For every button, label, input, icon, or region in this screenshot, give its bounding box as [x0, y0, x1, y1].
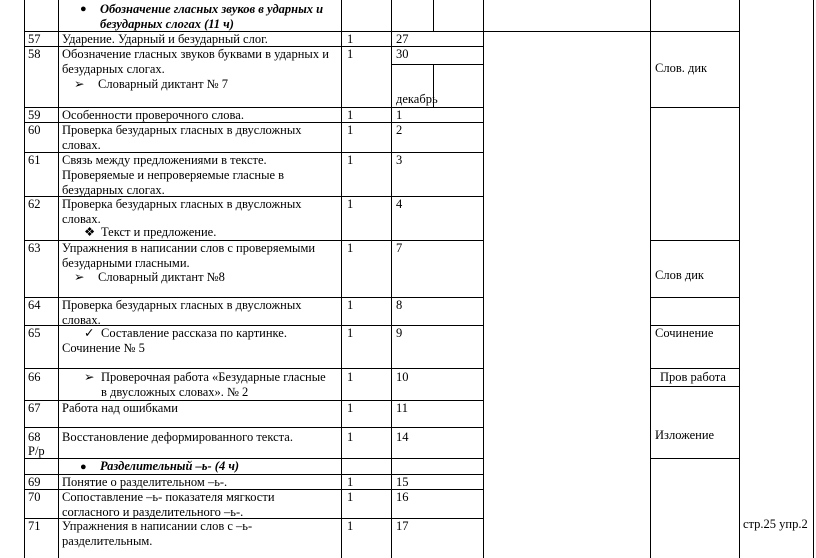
row-topic: Обозначение гласных звуков буквами в ударных и безударных слогах. [62, 47, 329, 76]
row-topic: Особенности проверочного слова. [62, 108, 244, 122]
row-lesson: 14 [396, 430, 409, 444]
row-topic: Упражнения в написании слов с –ь- разделительным. [62, 519, 253, 548]
row-hours: 1 [347, 197, 354, 211]
row-number: 63 [28, 241, 41, 255]
row-topic: Сопоставление –ь- показателя мягкости согласного и разделительного –ь-. [62, 490, 275, 519]
month-label: декабрь [396, 92, 438, 106]
row-hours: 1 [347, 108, 354, 122]
row-topic: Проверочная работа «Безударные гласные [101, 370, 326, 384]
row-note: Слов дик [655, 268, 704, 282]
row-topic-line2: в двусложных словах». № 2 [101, 385, 249, 399]
arrow-bullet-icon: ➢ [74, 270, 85, 284]
row-note: Слов. дик [655, 61, 708, 75]
row-hours: 1 [347, 32, 354, 46]
row-hours: 1 [347, 430, 354, 444]
diamond-bullet-icon: ❖ [84, 225, 96, 239]
row-topic: Проверка безударных гласных в двусложных словах. [62, 298, 302, 327]
row-note: Пров работа [660, 370, 726, 384]
row-lesson: 30 [396, 47, 409, 61]
row-subitem: Текст и предложение. [101, 225, 217, 239]
row-topic: Понятие о разделительном –ь-. [62, 475, 228, 489]
row-hours: 1 [347, 153, 354, 167]
row-number: 68 [28, 430, 41, 444]
row-topic: Связь между предложениями в тексте. Проверяемые и непроверяемые гласные в безударных слогах. [62, 153, 285, 197]
row-hours: 1 [347, 326, 354, 340]
row-topic: Проверка безударных гласных в двусложных словах. [62, 123, 302, 152]
row-lesson: 27 [396, 32, 409, 46]
row-lesson: 8 [396, 298, 403, 312]
row-number: 70 [28, 490, 41, 504]
row-number: 71 [28, 519, 41, 533]
row-number: 57 [28, 32, 41, 46]
section-title-vowels: Обозначение гласных звуков в ударных и безударных слогах (11 ч) [100, 2, 324, 31]
row-subitem: Словарный диктант № 7 [98, 77, 228, 91]
arrow-bullet-icon: ➢ [84, 370, 95, 384]
row-lesson: 1 [396, 108, 403, 122]
row-hours: 1 [347, 370, 354, 384]
row-lesson: 15 [396, 475, 409, 489]
row-lesson: 4 [396, 197, 403, 211]
row-topic: Проверка безударных гласных в двусложных словах. [62, 197, 302, 226]
row-lesson: 10 [396, 370, 409, 384]
row-lesson: 16 [396, 490, 409, 504]
row-hours: 1 [347, 298, 354, 312]
row-number: 65 [28, 326, 41, 340]
row-number: 58 [28, 47, 41, 61]
row-hours: 1 [347, 519, 354, 533]
row-topic: Ударение. Ударный и безударный слог. [62, 32, 268, 46]
row-number: 67 [28, 401, 41, 415]
row-hours: 1 [347, 475, 354, 489]
row-lesson: 9 [396, 326, 403, 340]
row-topic-line2: Сочинение № 5 [62, 341, 145, 355]
row-lesson: 3 [396, 153, 403, 167]
row-hours: 1 [347, 123, 354, 137]
row-number: 64 [28, 298, 41, 312]
row-hours: 1 [347, 241, 354, 255]
row-lesson: 11 [396, 401, 409, 415]
row-subitem: Словарный диктант №8 [98, 270, 225, 284]
checkmark-icon: ✓ [84, 326, 95, 340]
row-topic: Восстановление деформированного текста. [62, 430, 293, 444]
bullet-icon: ● [80, 461, 87, 473]
bullet-icon: ● [80, 3, 87, 15]
row-number-tag: Р/р [28, 444, 45, 458]
row-note: Сочинение [655, 326, 714, 340]
row-topic: Работа над ошибками [62, 401, 178, 415]
arrow-bullet-icon: ➢ [74, 77, 85, 91]
row-number: 62 [28, 197, 41, 211]
row-lesson: 2 [396, 123, 403, 137]
row-lesson: 17 [396, 519, 409, 533]
row-lesson: 7 [396, 241, 403, 255]
row-number: 61 [28, 153, 41, 167]
row-hours: 1 [347, 401, 354, 415]
row-number: 66 [28, 370, 41, 384]
row-hours: 1 [347, 490, 354, 504]
row-number: 69 [28, 475, 41, 489]
row-hours: 1 [347, 47, 354, 61]
row-number: 60 [28, 123, 41, 137]
section-title-soft-sign: Разделительный –ь- (4 ч) [100, 459, 240, 473]
row-note: Изложение [655, 428, 715, 442]
homework-note: стр.25 упр.2 [743, 517, 808, 531]
row-topic: Упражнения в написании слов с проверяемыми безударными гласными. [62, 241, 316, 270]
row-number: 59 [28, 108, 41, 122]
row-topic: Составление рассказа по картинке. [101, 326, 287, 340]
